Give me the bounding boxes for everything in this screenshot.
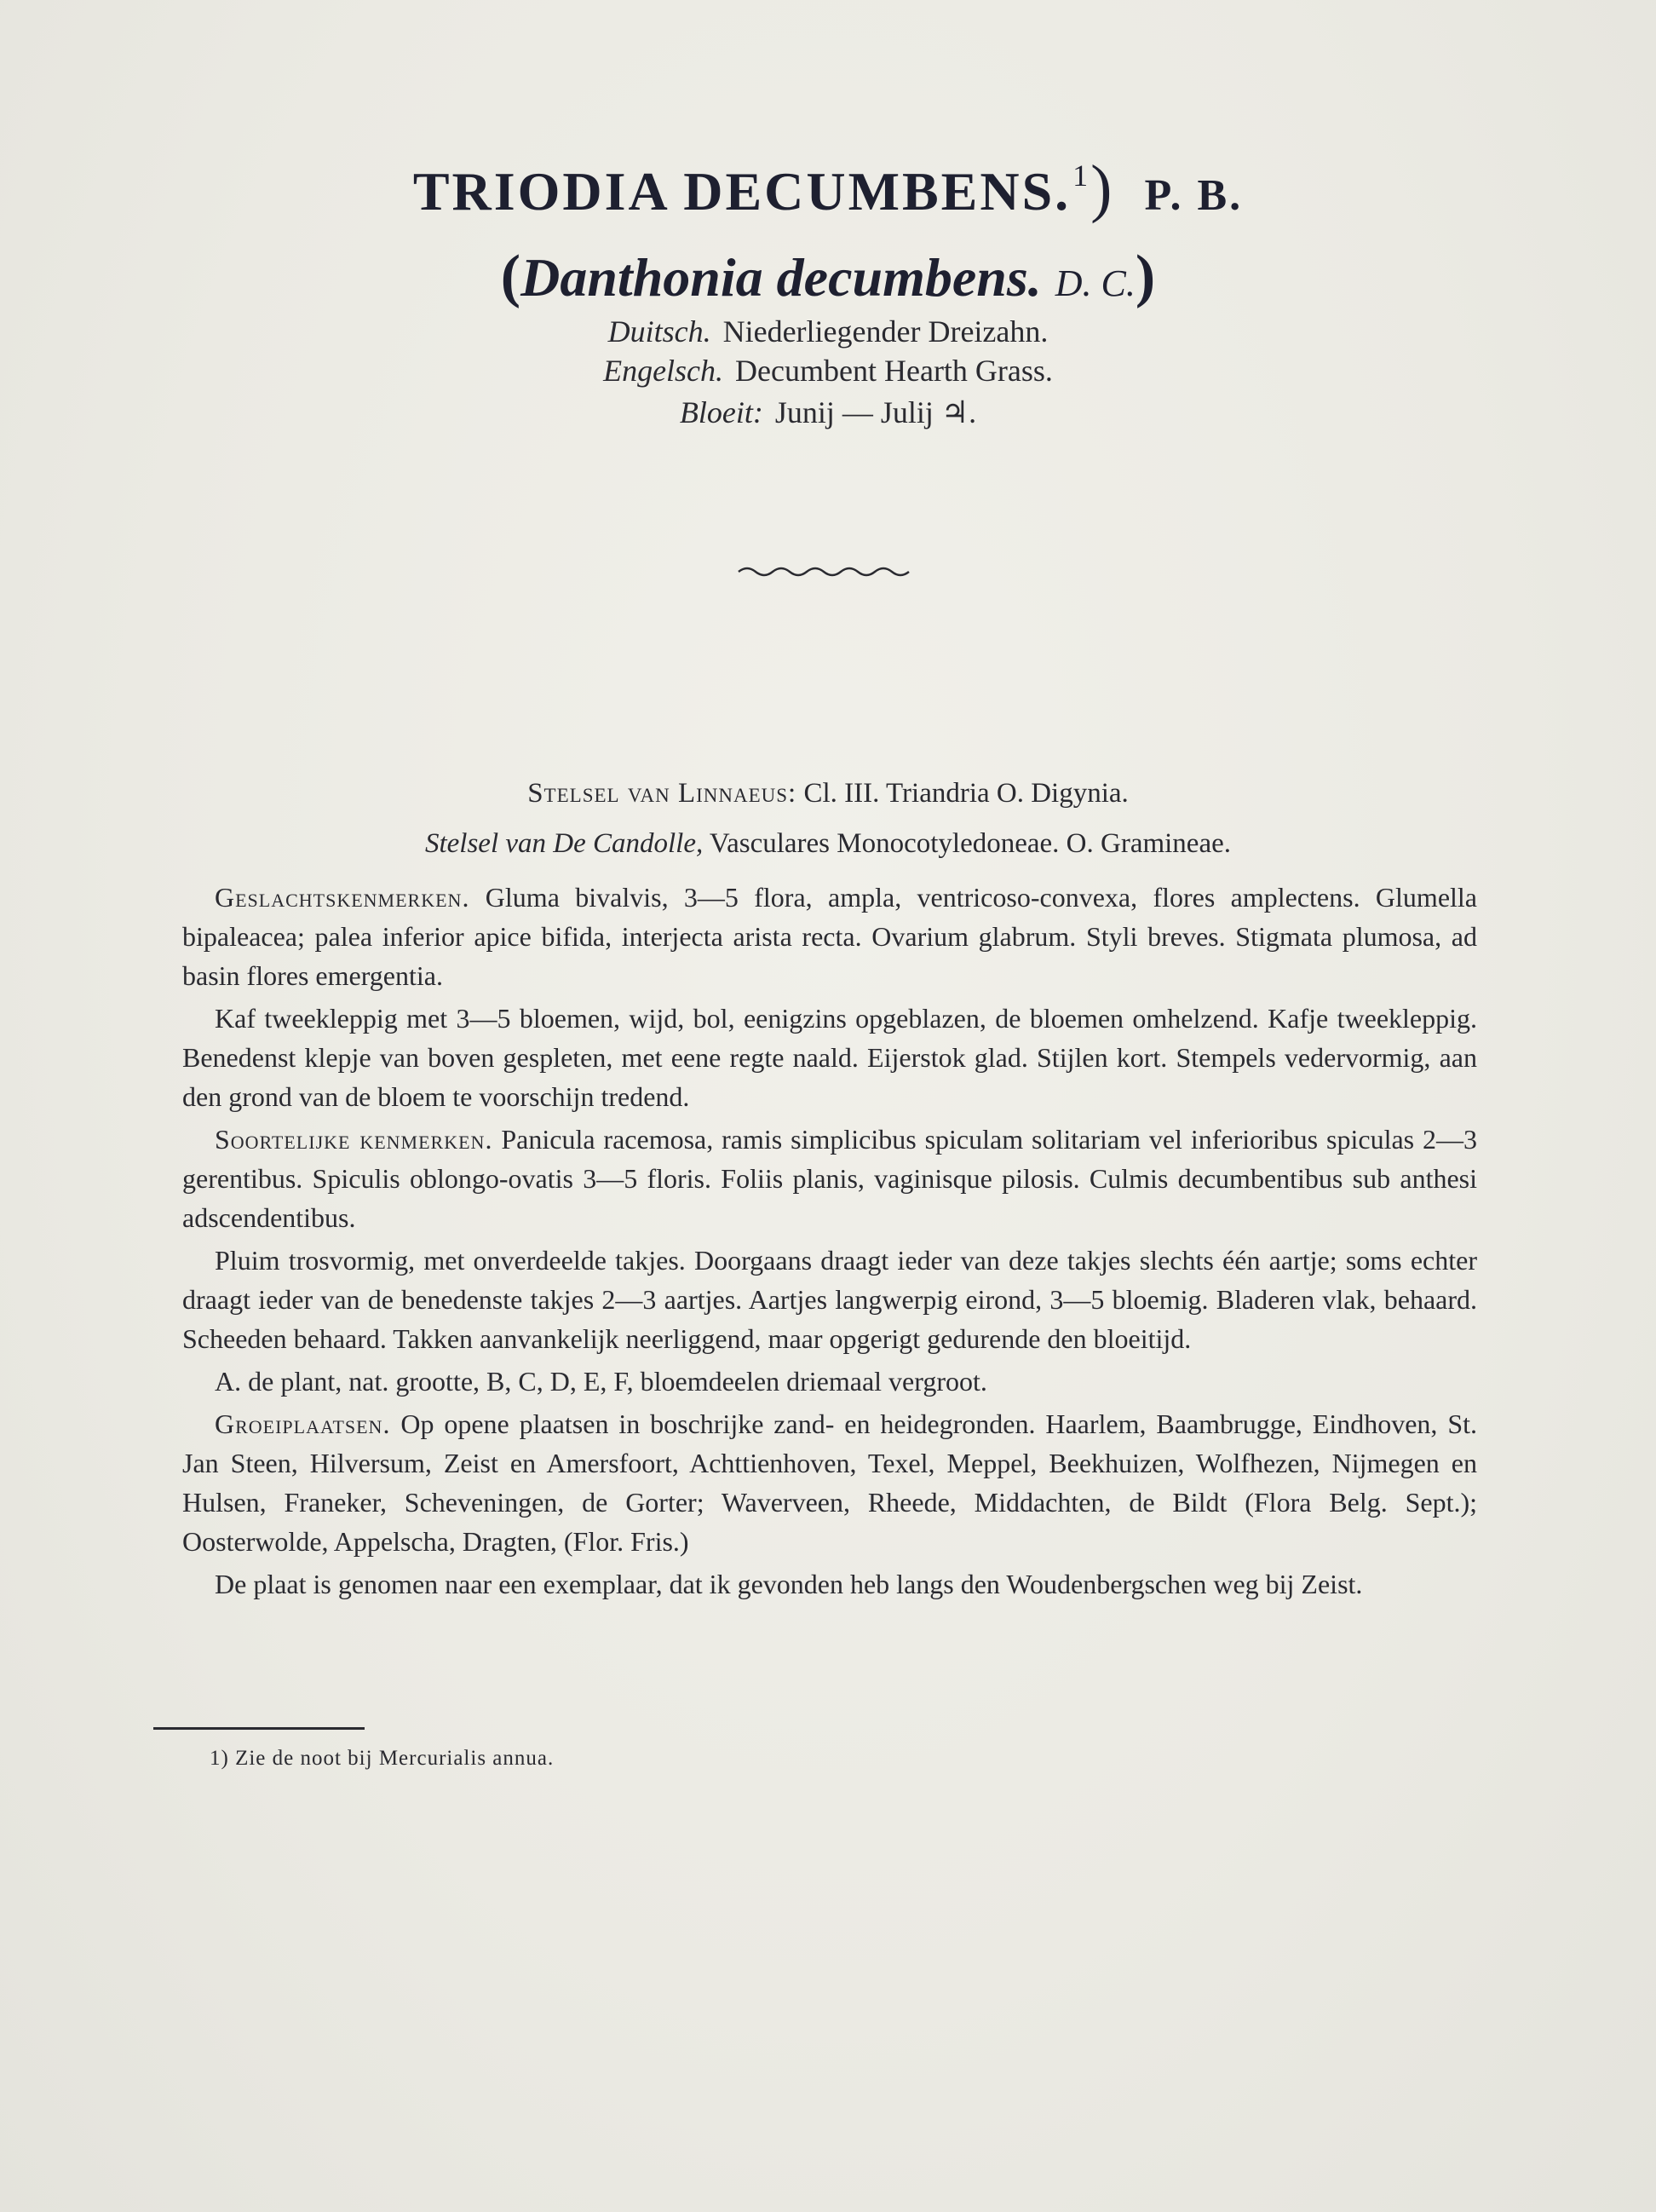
- bloom-label: Bloeit:: [679, 395, 763, 429]
- english-name-line: [0, 353, 1656, 389]
- paragraph-text: Panicula racemosa, ramis simplicibus spiculam solitariam vel inferioribus spiculas 2—3 gerentibus. Spiculis oblongo-ovatis 3—5 floris. Foliis planis, vaginisque pilosis. Culmis decumbentibus sub anthesi adscendentibus.: [182, 1124, 1477, 1233]
- linnaeus-text: Cl. III. Triandria O. Digynia.: [803, 778, 1129, 809]
- paragraph-text: Pluim trosvormig, met onverdeelde takjes. Doorgaans draagt ieder van deze takjes slechts één aartje; soms echter draagt ieder van de benedenste takjes 2—3 aartjes. Aartjes langwerpig eirond, 3—5 bloemig. Bladeren vlak, behaard. Scheeden behaard. Takken aanvankelijk neerliggend, maar opgerigt gedurende den bloeitijd.: [182, 1245, 1477, 1354]
- paragraph: [182, 1564, 1477, 1604]
- german-name: Niederliegender Dreizahn.: [722, 314, 1049, 349]
- synonym-name: Danthonia decumbens.: [520, 247, 1042, 308]
- bloom-text: Junij — Julij ♃.: [774, 395, 977, 429]
- paragraph-heading: Geslachtskenmerken.: [215, 882, 470, 913]
- paragraph-text: Gluma bivalvis, 3—5 flora, ampla, ventricoso-convexa, flores amplectens. Glumella bipaleacea; palea inferior apice bifida, interjecta arista recta. Ovarium glabrum. Styli breves. Stigmata plumosa, ad basin flores emergentia.: [182, 882, 1477, 991]
- paragraph: [182, 1404, 1477, 1561]
- paragraph-text: De plaat is genomen naar een exemplaar, dat ik gevonden heb langs den Woudenbergschen weg bij Zeist.: [215, 1569, 1363, 1599]
- species-name: TRIODIA DECUMBENS.: [412, 161, 1072, 222]
- paragraph-text: Op opene plaatsen in boschrijke zand- en heidegronden. Haarlem, Baambrugge, Eindhoven, St. Jan Steen, Hilversum, Zeist en Amersfoort, Achttienhoven, Texel, Meppel, Beekhuizen, Wolfhezen, Nijmegen en Hulsen, Franeker, Scheveningen, de Gorter; Waverveen, Rheede, Middachten, de Bildt (Flora Belg. Sept.); Oosterwolde, Appelscha, Dragten, (Flor. Fris.): [182, 1408, 1477, 1557]
- german-name-line: [0, 314, 1656, 349]
- english-name: Decumbent Hearth Grass.: [735, 354, 1053, 388]
- linnaeus-label: Stelsel van Linnaeus:: [527, 778, 797, 809]
- paragraph-heading: Groeiplaatsen.: [215, 1408, 391, 1439]
- candolle-system: [0, 828, 1656, 860]
- candolle-label: Stelsel van De Candolle,: [424, 828, 704, 859]
- paren-close: ): [1135, 244, 1156, 309]
- paragraph-text: A. de plant, nat. grootte, B, C, D, E, F, bloemdeelen driemaal vergroot.: [215, 1366, 987, 1397]
- english-label: Engelsch.: [603, 354, 724, 388]
- footnote-marker: 1: [1072, 158, 1091, 193]
- species-author: P. B.: [1144, 171, 1244, 220]
- linnaeus-system: [0, 778, 1656, 809]
- synonym-line: [0, 243, 1656, 311]
- footnote: 1) Zie de noot bij Mercurialis annua.: [210, 1747, 555, 1770]
- paragraph: [182, 1120, 1477, 1237]
- german-label: Duitsch.: [607, 314, 711, 349]
- synonym-author: D. C.: [1055, 262, 1136, 304]
- paragraph-heading: Soortelijke kenmerken.: [215, 1124, 493, 1155]
- ornament-divider: [737, 558, 916, 584]
- paren-close: ): [1090, 153, 1115, 224]
- paragraph-text: Kaf tweekleppig met 3—5 bloemen, wijd, bol, eenigzins opgeblazen, de bloemen omhelzend. Kafje tweekleppig. Benedenst klepje van boven gespleten, met eene regte naald. Eijerstok glad. Stijlen kort. Stempels vedervormig, aan den grond van de bloem te voorschijn tredend.: [182, 1003, 1477, 1112]
- bloom-line: [0, 395, 1656, 430]
- paragraph: [182, 1241, 1477, 1358]
- paragraph: [182, 999, 1477, 1116]
- description-body: [182, 878, 1477, 1607]
- paragraph: [182, 1362, 1477, 1401]
- paragraph: [182, 878, 1477, 995]
- species-title: [0, 152, 1656, 226]
- candolle-text: Vasculares Monocotyledoneae. O. Gramineae.: [709, 828, 1232, 859]
- paren-open: (: [500, 244, 521, 309]
- footnote-rule: [153, 1727, 365, 1730]
